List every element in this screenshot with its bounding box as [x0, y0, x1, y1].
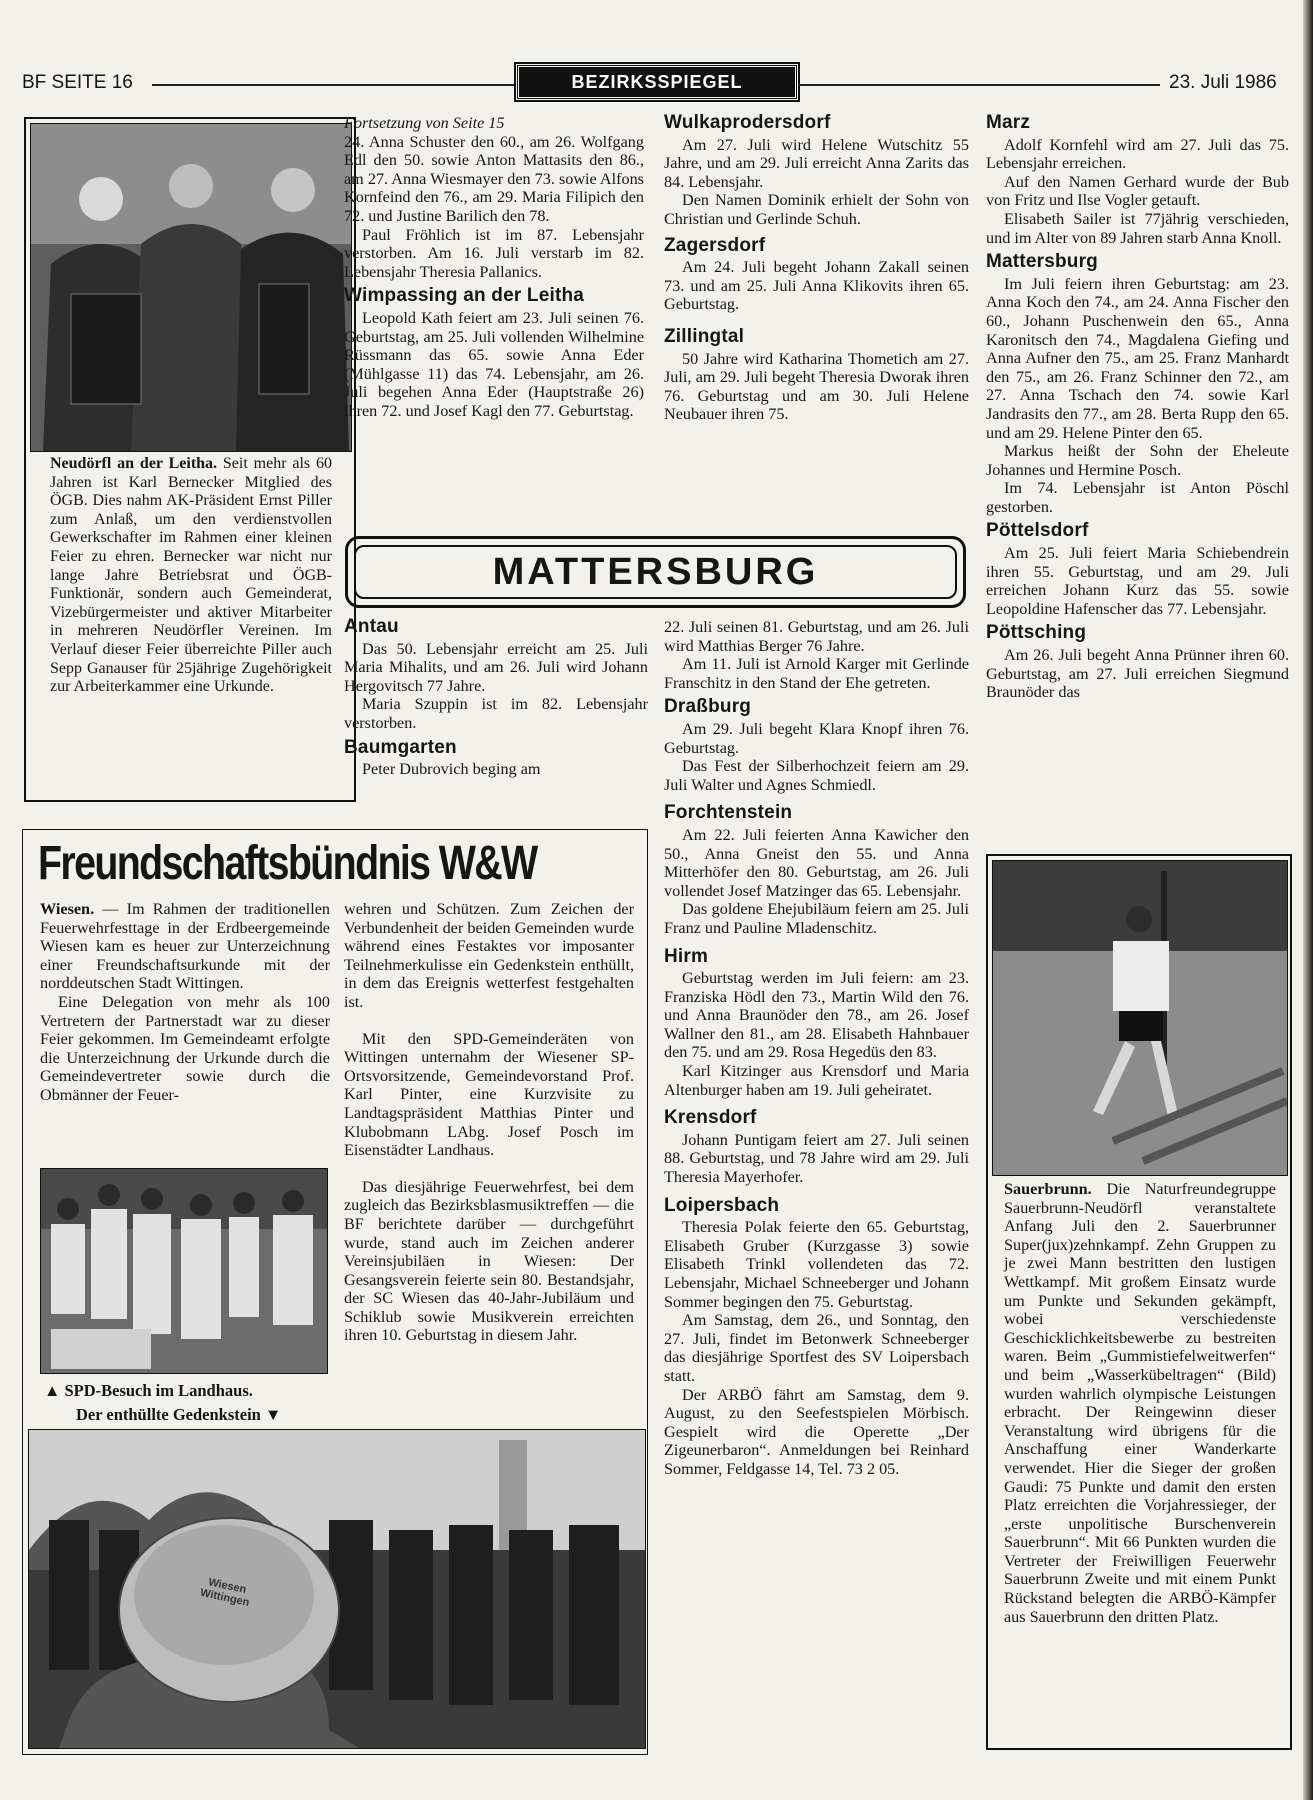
photo-box-sauerbrunn — [986, 854, 1292, 1750]
paragraph: Maria Szuppin ist im 82. Lebensjahr verstorben. — [344, 695, 648, 732]
paragraph: Karl Kitzinger aus Krensdorf und Maria Altenburger haben am 19. Juli geheiratet. — [664, 1062, 969, 1099]
paragraph: Das diesjährige Feuerwehrfest, bei dem zugleich das Bezirksblasmusiktreffen — die BF berichtete darüber — durchgeführt wurde, stand auch im Zeichen anderer Vereinsjubiläen in Wiesen: Der Gesangsverein feierte sein 80. Bestandsjahr, der SC Wiesen das 40-Jahr-Jubiläum und Schiklub sowie Musikverein erreichten ihren 10. Geburtstag in diesem Jahr. — [344, 1177, 634, 1345]
paragraph: Geburtstag werden im Juli feiern: am 23. Franziska Hödl den 73., Martin Wild den 76. und Anna Braunöder den 78., am 26. Josef Wallner den 81., am 28. Elisabeth Hahnbauer den 75. und am 29. Rosa Hegedüs den 83. — [664, 969, 969, 1062]
paragraph: Auf den Namen Gerhard wurde der Bub von Fritz und Ilse Vogler getauft. — [986, 172, 1289, 210]
page-number: BF SEITE 16 — [22, 72, 133, 93]
stone-inscription: Wiesen Wittingen — [199, 1576, 251, 1609]
photo-box-neudoerfl — [24, 117, 356, 802]
heading-forchtenstein: Forchtenstein — [664, 802, 793, 824]
column-antau — [344, 618, 648, 779]
column-drassburg — [664, 618, 969, 1479]
photo-gedenkstein-image — [29, 1430, 645, 1748]
paragraph: Am Samstag, dem 26., und Sonntag, den 27. Juli, findet im Betonwerk Schneeberger das diesjährige Sportfest des SV Loipersbach statt. — [664, 1311, 969, 1385]
district-banner-title: MATTERSBURG — [492, 551, 819, 593]
paragraph: 24. Anna Schuster den 60., am 26. Wolfgang Edl den 50. sowie Anton Mattasits den 86., am 27. Anna Wiesmayer den 73. sowie Alfons Kornfeind den 76., am 29. Maria Filipich den 72. und Justine Barilich den 78. — [344, 132, 644, 225]
heading-krensdorf: Krensdorf — [664, 1107, 757, 1129]
paragraph: Das goldene Ehejubiläum feiern am 25. Juli Franz und Pauline Mladenschitz. — [664, 900, 969, 937]
paragraph: — Im Rahmen der traditionellen Feuerwehrfesttage in der Erdbeergemeinde Wiesen kam es heuer zur Unterzeichnung einer Freundschaftsurkunde mit der norddeutschen Stadt Wittingen. — [40, 900, 330, 993]
paragraph: Leopold Kath feiert am 23. Juli seinen 76. Geburtstag, am 25. Juli vollenden Wilhelmine Rüssmann das 65. sowie Anna Eder (Mühlgasse 11) das 74. Lebensjahr, am 26. Juli begehen Anna Eder (Hauptstraße 26) ihren 72. und Josef Kagl den 77. Geburtstag. — [344, 308, 644, 420]
caption-spd-besuch: ▲ SPD-Besuch im Landhaus. — [44, 1381, 253, 1400]
ww-column-1 — [40, 900, 330, 1105]
photo-spd-image — [41, 1169, 327, 1373]
photo-sauerbrunn — [992, 860, 1288, 1176]
article-headline: Freundschaftsbündnis W&W — [38, 837, 537, 890]
heading-antau: Antau — [344, 616, 399, 637]
heading-zillingtal: Zillingtal — [664, 325, 745, 347]
paragraph: Theresia Polak feierte den 65. Geburtstag, Elisabeth Gruber (Kurzgasse 3) sowie Elisabeth Trinkl vollendeten das 72. Lebensjahr, Michael Schneeberger und Johann Sommer begingen den 75. Geburtstag. — [664, 1218, 969, 1311]
paragraph: Das Fest der Silberhochzeit feiern am 29. Juli Walter und Agnes Schmiedl. — [664, 757, 969, 794]
photo-gedenkstein — [28, 1429, 646, 1749]
paragraph: Johann Puntigam feiert am 27. Juli seinen 88. Geburtstag, und 78 Jahre wird am 29. Juli Theresia Mayerhofer. — [664, 1130, 969, 1187]
heading-zagersdorf: Zagersdorf — [664, 234, 766, 256]
column-wulka — [664, 114, 969, 424]
paragraph: Markus heißt der Sohn der Eheleute Johannes und Hermine Posch. — [986, 442, 1289, 479]
heading-loipersbach: Loipersbach — [664, 1194, 780, 1216]
photo-spd-besuch — [40, 1168, 328, 1374]
page-edge — [1303, 0, 1313, 1800]
header-rule-right — [798, 84, 1160, 86]
sauerbrunn-lead: Sauerbrunn. — [1004, 1180, 1092, 1198]
paragraph: Im 74. Lebensjahr ist Anton Pöschl gestorben. — [986, 479, 1289, 516]
photo-sauerbrunn-image — [993, 861, 1287, 1175]
paragraph: Paul Fröhlich ist im 87. Lebensjahr verstorben. Am 16. Juli verstarb im 82. Lebensjahr Theresia Pallanics. — [344, 225, 644, 281]
heading-poettsching: Pöttsching — [986, 622, 1087, 644]
heading-hirm: Hirm — [664, 945, 709, 967]
header-rule-left — [152, 84, 514, 86]
ww-lead: Wiesen. — [40, 900, 95, 918]
heading-marz: Marz — [986, 112, 1031, 133]
paragraph: Mit den SPD-Gemeinderäten von Wittingen unternahm der Wiesener SP-Ortsvorsitzende, Gemeindevorstand Prof. Karl Pinter, eine Kurzvisite zu Landtagspräsident Matthias Pinter und Klubobmann LAbg. Josef Posch im Eisenstädter Landhaus. — [344, 1029, 634, 1160]
caption-text: Seit mehr als 60 Jahren ist Karl Bernecker Mitglied des ÖGB. Dies nahm AK-Präsident Ernst Piller zum Anlaß, um den verdienstvollen Gewerkschafter im Rahmen einer kleinen Feier zu ehren. Bernecker war nicht nur lange Jahre Betriebsrat und ÖGB-Funktionär, sondern auch Gemeinderat, Vizebürgermeister und aktiver Mitarbeiter in mehreren Neudörfler Vereinen. Im Verlauf dieser Feier überreichte Piller auch Sepp Ganauser für 25jährige Zugehörigkeit zur Arbeiterkammer eine Urkunde. — [50, 455, 332, 696]
paragraph: Das 50. Lebensjahr erreicht am 25. Juli Maria Mihalits, und am 26. Juli wird Johann Hergovitsch 77 Jahre. — [344, 639, 648, 695]
paragraph: Am 24. Juli begeht Johann Zakall seinen 73. und am 25. Juli Anna Klikovits ihren 65. Geburtstag. — [664, 258, 969, 314]
paragraph: Am 27. Juli wird Helene Wutschitz 55 Jahre, und am 29. Juli erreicht Anna Zarits das 84. Lebensjahr. — [664, 135, 969, 191]
heading-drassburg: Draßburg — [664, 696, 752, 718]
paragraph: Elisabeth Sailer ist 77jährig verschieden, und im Alter von 89 Jahren starb Anna Knoll. — [986, 209, 1289, 247]
paragraph: Am 25. Juli feiert Maria Schiebendrein ihren 55. Geburtstag, und am 29. Juli erreichen Johann Kurz das 55. sowie Leopoldine Hafenscher das 77. Lebensjahr. — [986, 544, 1289, 618]
heading-baumgarten: Baumgarten — [344, 736, 457, 758]
photo-neudoerfl — [30, 123, 352, 452]
paragraph: 50 Jahre wird Katharina Thometich am 27. Juli, am 29. Juli begeht Theresia Dworak ihren 76. Geburtstag und am 30. Juli Helene Neubauer ihren 75. — [664, 349, 969, 424]
paragraph: Eine Delegation von mehr als 100 Vertretern der Partnerstadt war zu dieser Feier gekommen. Im Gemeindeamt erfolgte die Unterzeichnung der Urkunde durch die Gemeindevertreter sowie durch die Obmänner der Feuer- — [40, 992, 330, 1104]
heading-wimpassing: Wimpassing an der Leitha — [344, 285, 585, 307]
paragraph: Am 26. Juli begeht Anna Prünner ihren 60. Geburtstag, am 27. Juli erreichen Siegmund Braunöder das — [986, 646, 1289, 702]
paragraph: Am 29. Juli begeht Klara Knopf ihren 76. Geburtstag. — [664, 719, 969, 757]
paragraph: Am 22. Juli feierten Anna Kawicher den 50., Anna Gneist den 55. und Anna Mitterhöfer den 80. Geburtstag, am 26. Juli vollendet Josef Matzinger das 65. Lebensjahr. — [664, 825, 969, 900]
district-banner — [345, 536, 966, 608]
sauerbrunn-text: Die Naturfreundegruppe Sauerbrunn-Neudörfl veranstaltete Anfang Juli den 2. Sauerbrunner Super(jux)zehnkampf. Zehn Gruppen zu je zwei Mann bestritten den lustigen Wettkampf. Mit großem Einsatz wurde um Punkte und Sekunden gekämpft, wobei verschiedenste Geschicklichkeitsbewerbe zu bestreiten waren. Beim „Gummistiefelweitwerfen“ und beim „Wasserkübeltragen“ (Bild) wurden wahrlich olympische Leistungen erbracht. Der Reingewinn dieser Veranstaltung wird übrigens für die Anschaffung einer Wanderkarte verwendet. Hier die Sieger der großen Gaudi: 75 Punkte und damit den ersten Platz erreichten die Vorjahressieger, der „erste unpolitische Burschenverein Sauerbrunn“. Mit 66 Punkten wurden die Vertreter der Freiwilligen Feuerwehr Sauerbrunn Zweite und mit einem Punkt Rückstand belegten die ARBÖ-Kämpfer aus Sauerbrunn den dritten Platz. — [1004, 1180, 1276, 1626]
column-continuation — [344, 114, 644, 421]
paragraph: Am 11. Juli ist Arnold Karger mit Gerlinde Franschitz in den Stand der Ehe getreten. — [664, 655, 969, 692]
ww-column-2 — [344, 900, 634, 1345]
paragraph: Im Juli feiern ihren Geburtstag: am 23. Anna Koch den 74., am 24. Anna Fischer den 60., Johann Puschenwein den 65., Anna Karonitsch den 74., Magdalena Giefing und Anna Aufner den 75., am 25. Franz Manhardt den 75., am 26. Franz Schinner den 72., am 27. Anna Tschach den 74. sowie Karl Jandrasits den 77., am 28. Berta Rupp den 65. und am 29. Helene Pinter den 65. — [986, 274, 1289, 442]
paragraph: 22. Juli seinen 81. Geburtstag, und am 26. Juli wird Matthias Berger 76 Jahre. — [664, 618, 969, 655]
paragraph: Der ARBÖ fährt am Samstag, dem 9. August, zu den Seefestspielen Mörbisch. Gespielt wird die Operette „Der Zigeunerbaron“. Anmeldungen bei Reinhard Sommer, Feldgasse 14, Tel. 73 2 05. — [664, 1385, 969, 1478]
heading-wulkaprodersdorf: Wulkaprodersdorf — [664, 112, 831, 133]
issue-date: 23. Juli 1986 — [1169, 72, 1277, 93]
continuation-note: Fortsetzung von Seite 15 — [344, 114, 505, 132]
paragraph: Adolf Kornfehl wird am 27. Juli das 75. Lebensjahr erreichen. — [986, 135, 1289, 173]
paragraph: Den Namen Dominik erhielt der Sohn von Christian und Gerlinde Schuh. — [664, 191, 969, 228]
column-marz — [986, 114, 1289, 702]
heading-poettelsdorf: Pöttelsdorf — [986, 520, 1089, 542]
section-label: BEZIRKSSPIEGEL — [516, 64, 798, 100]
paragraph: Peter Dubrovich beging am — [362, 760, 541, 779]
caption-gedenkstein: Der enthüllte Gedenkstein ▼ — [76, 1405, 282, 1424]
photo-caption-neudoerfl — [50, 455, 332, 697]
photo-caption-sauerbrunn — [1004, 1180, 1276, 1626]
photo-neudoerfl-image — [31, 124, 351, 451]
heading-mattersburg-town: Mattersburg — [986, 251, 1098, 273]
paragraph: wehren und Schützen. Zum Zeichen der Verbundenheit der beiden Gemeinden wurde während eines Festaktes vor imposanter Teilnehmerkulisse ein Gedenkstein enthüllt, in dem das Ereignis wetterfest festgehalten ist. — [344, 900, 634, 1011]
caption-lead: Neudörfl an der Leitha. — [50, 455, 218, 472]
